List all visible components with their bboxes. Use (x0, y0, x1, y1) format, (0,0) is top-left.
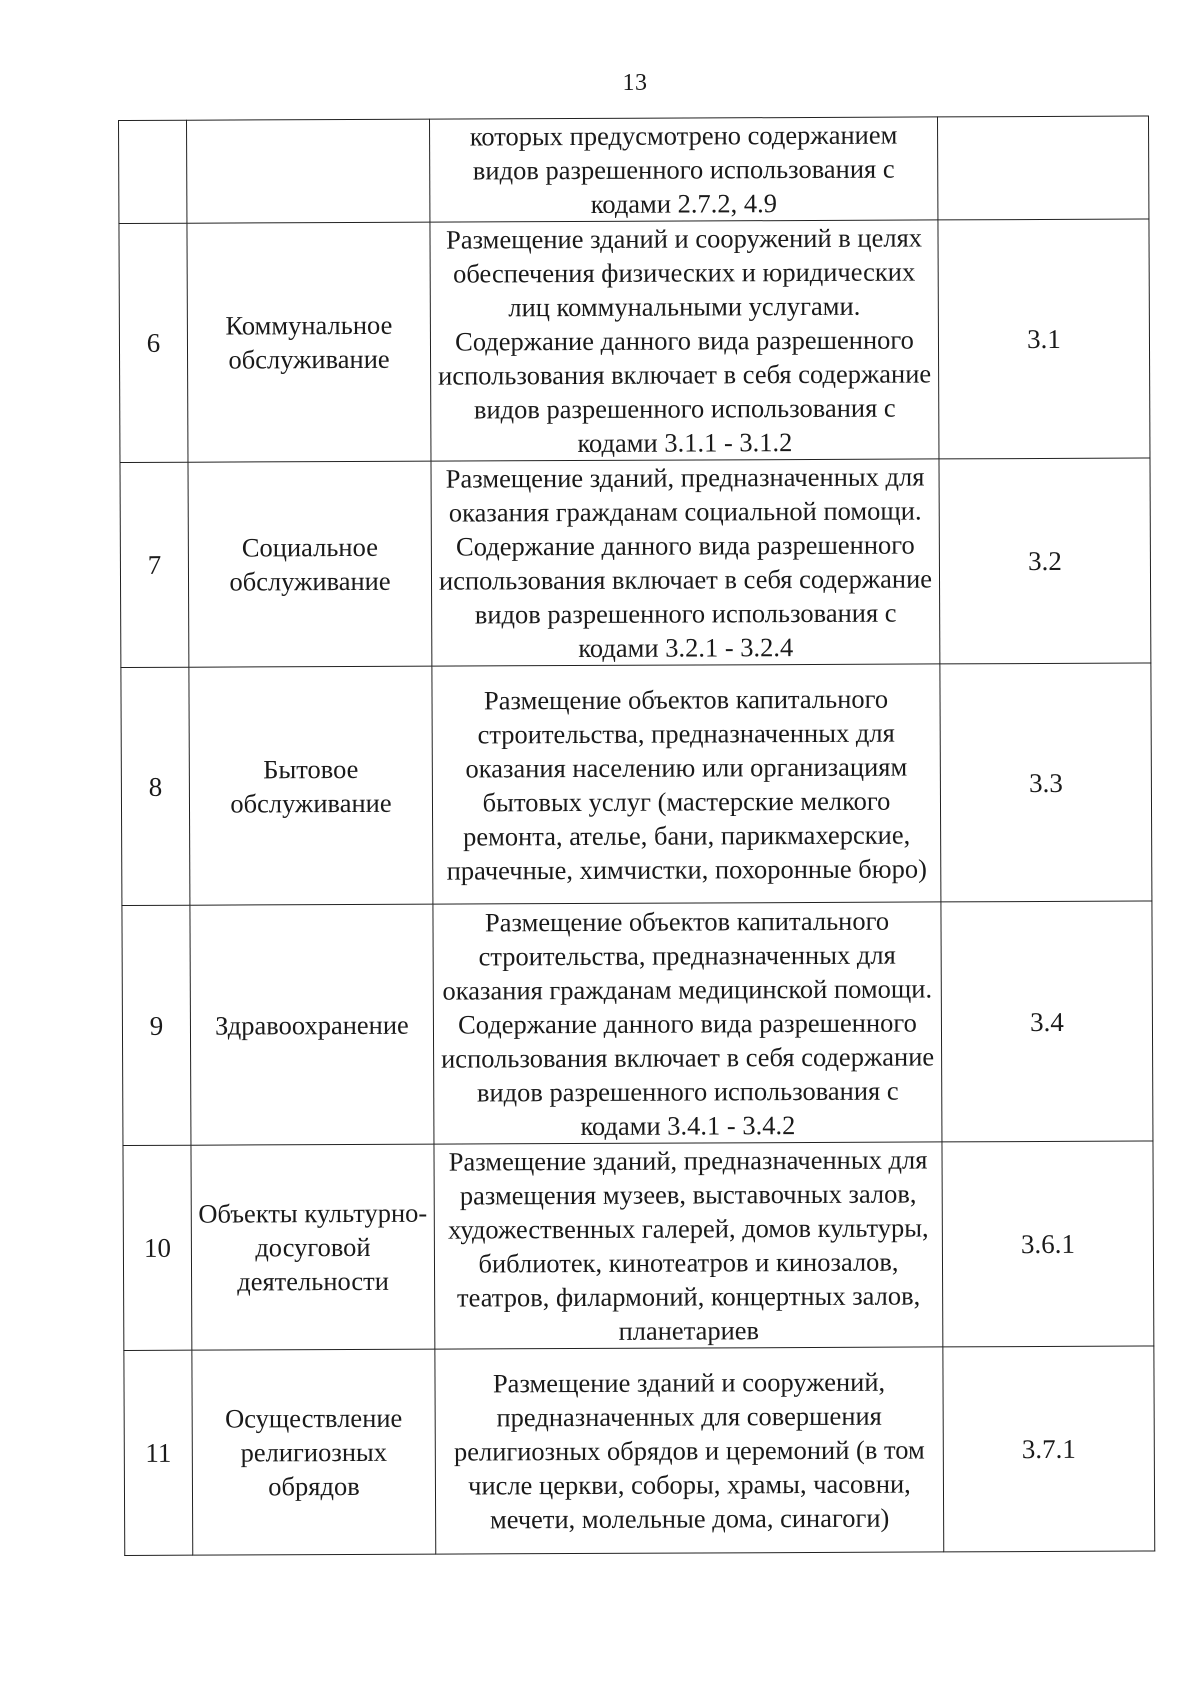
use-description-cell: Размещение объектов капитального строительства, предназначенных для оказания населению или организациям бытовых услуг (мастерские мелкого ремонта, ателье, бани, парикмахерские, прачечные, химчистки, похоронные бюро) (432, 664, 941, 904)
table-row (123, 1141, 1154, 1350)
table-row (119, 116, 1149, 223)
use-description-cell: Размещение объектов капитального строительства, предназначенных для оказания гражданам медицинской помощи. Содержание данного вида разрешенного использования включает в себя содержание видов разрешенного использования с кодами 3.4.1 - 3.4.2 (433, 902, 942, 1144)
use-code-cell (937, 116, 1148, 220)
use-name-cell: Социальное обслуживание (188, 461, 432, 667)
row-number-cell: 8 (121, 667, 190, 905)
use-description-cell: которых предусмотрено содержанием видов разрешенного использования с кодами 2.7.2, 4.9 (429, 117, 937, 222)
row-number-cell: 10 (123, 1145, 192, 1350)
table-row (122, 901, 1153, 1145)
use-code-cell: 3.6.1 (942, 1141, 1154, 1347)
use-name-cell: Бытовое обслуживание (189, 666, 433, 905)
use-name-cell: Осуществление религиозных обрядов (192, 1349, 436, 1555)
land-use-table (118, 116, 1155, 1556)
use-name-cell (187, 119, 430, 223)
use-code-cell: 3.4 (941, 901, 1153, 1142)
use-description-cell: Размещение зданий, предназначенных для оказания гражданам социальной помощи. Содержание данного вида разрешенного использования включает в себя содержание видов разрешенного использования с кодами 3.2.1 - 3.2.4 (431, 459, 940, 666)
use-description-cell: Размещение зданий, предназначенных для размещения музеев, выставочных залов, художественных галерей, домов культуры, библиотек, кинотеатров и кинозалов, театров, филармоний, концертных залов, планетариев (434, 1142, 943, 1349)
row-number-cell: 11 (124, 1350, 193, 1555)
use-code-cell: 3.2 (939, 458, 1151, 664)
use-description-cell: Размещение зданий и сооружений, предназначенных для совершения религиозных обрядов и церемоний (в том числе церкви, соборы, храмы, часовни, мечети, молельные дома, синагоги) (435, 1347, 944, 1554)
use-code-cell: 3.1 (938, 219, 1150, 459)
use-code-cell: 3.7.1 (943, 1346, 1155, 1552)
use-code-cell: 3.3 (940, 663, 1152, 902)
row-number-cell: 7 (120, 462, 189, 667)
use-name-cell: Объекты культурно-досуговой деятельности (191, 1144, 435, 1350)
table-row (121, 663, 1152, 905)
use-description-cell: Размещение зданий и сооружений в целях обеспечения физических и юридических лиц коммунальными услугами. Содержание данного вида разрешенного использования включает в себя содержание видов разрешенного использования с кодами 3.1.1 - 3.1.2 (430, 220, 939, 461)
table-row (120, 458, 1151, 667)
row-number-cell: 6 (119, 223, 188, 462)
use-name-cell: Коммунальное обслуживание (187, 222, 431, 462)
use-name-cell: Здравоохранение (190, 904, 434, 1145)
row-number-cell: 9 (122, 905, 191, 1145)
table-row (124, 1346, 1155, 1555)
table-row (119, 219, 1150, 462)
page-number: 13 (622, 70, 648, 96)
row-number-cell (119, 120, 187, 223)
